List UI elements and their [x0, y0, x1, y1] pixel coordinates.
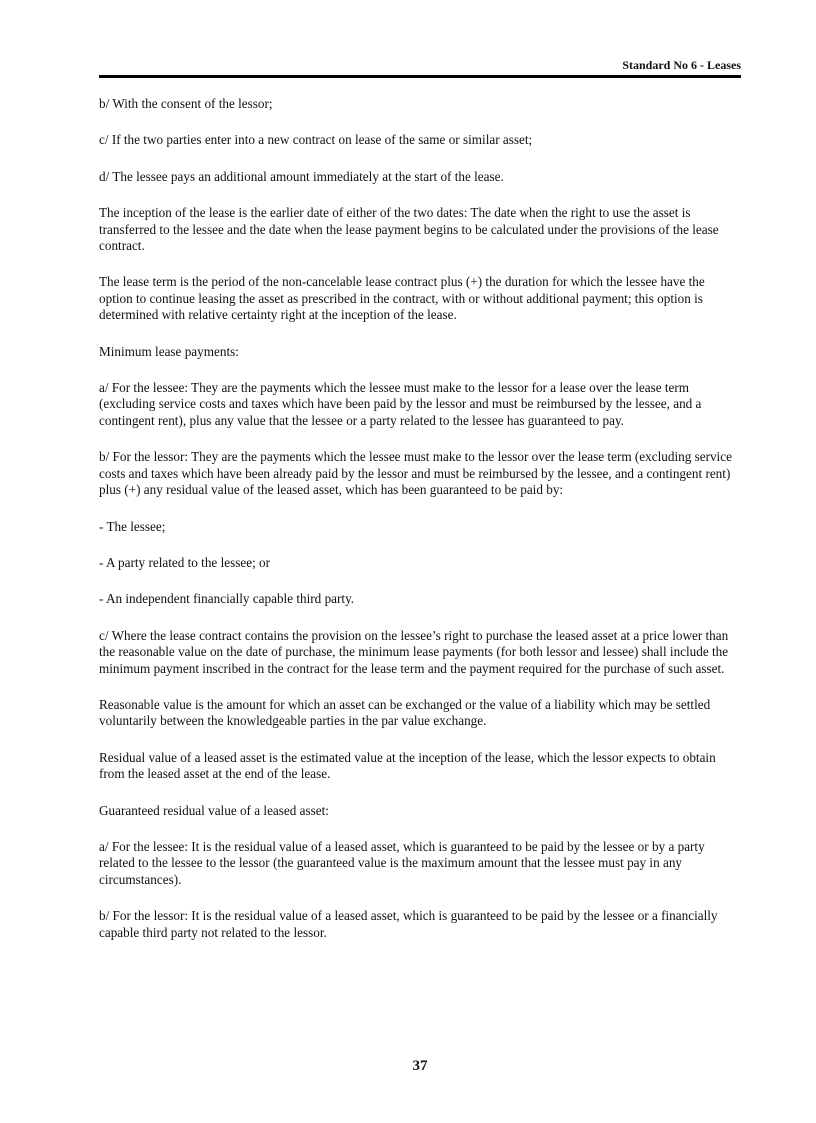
paragraph: The lease term is the period of the non-cancelable lease contract plus (+) the duration for which the lessee have the option to continue leasing the asset as prescribed in the contract, with or without additional payment; this option is determined with relative certainty right at the inception of the lease. — [99, 274, 705, 323]
header-rule — [99, 75, 741, 78]
paragraph: - A party related to the lessee; or — [99, 554, 271, 570]
paragraph: a/ For the lessee: It is the residual value of a leased asset, which is guaranteed to be paid by the lessee or by a party related to the lessee to the lessor (the guaranteed value is the maximum amount that the lessee must pay in any circumstances). — [99, 838, 705, 887]
paragraph: b/ With the consent of the lessor; — [99, 96, 273, 111]
paragraph: Minimum lease payments: — [99, 343, 239, 359]
paragraph: b/ For the lessor: They are the payments which the lessee must make to the lessor over the lease term (excluding service costs and taxes which have been already paid by the lessor and must be reimbursed by the lessee, and a contingent rent) plus (+) any residual value of the leased asset, which has been guaranteed to be paid by: — [99, 449, 732, 498]
paragraph: - An independent financially capable third party. — [99, 591, 355, 607]
page-number: 37 — [412, 1058, 428, 1074]
paragraph: Residual value of a leased asset is the estimated value at the inception of the lease, which the lessor expects to obtain from the leased asset at the end of the lease. — [99, 749, 716, 782]
paragraph: - The lessee; — [99, 518, 166, 534]
paragraph: c/ If the two parties enter into a new contract on lease of the same or similar asset; — [99, 132, 533, 148]
paragraph: The inception of the lease is the earlier date of either of the two dates: The date when the right to use the asset is transferred to the lessee and the date when the lease payment begins to be calculated under the provisions of the lease contract. — [99, 205, 719, 254]
paragraph: a/ For the lessee: They are the payments which the lessee must make to the lessor for a lease over the lease term (excluding service costs and taxes which have been paid by the lessor and must be reimbursed by the lessee, and a contingent rent), plus any value that the lessee or a party related to the lessee has guaranteed to pay. — [99, 380, 702, 428]
paragraph: b/ For the lessor: It is the residual value of a leased asset, which is guaranteed to be paid by the lessee or a financially capable third party not related to the lessor. — [99, 908, 718, 940]
page-body — [99, 96, 741, 961]
paragraph: c/ Where the lease contract contains the provision on the lessee’s right to purchase the leased asset at a price lower than the reasonable value on the date of purchase, the minimum lease payments (for both lessor and lessee) shall include the minimum payment inscribed in the contract for the lease term and the payment required for the purchase of such asset. — [99, 627, 729, 676]
paragraph: Guaranteed residual value of a leased asset: — [99, 802, 329, 818]
paragraph: Reasonable value is the amount for which an asset can be exchanged or the value of a liability which may be settled voluntarily between the knowledgeable parties in the par value exchange. — [99, 696, 711, 729]
paragraph: d/ The lessee pays an additional amount immediately at the start of the lease. — [99, 168, 504, 184]
running-header: Standard No 6 - Leases — [622, 58, 741, 72]
